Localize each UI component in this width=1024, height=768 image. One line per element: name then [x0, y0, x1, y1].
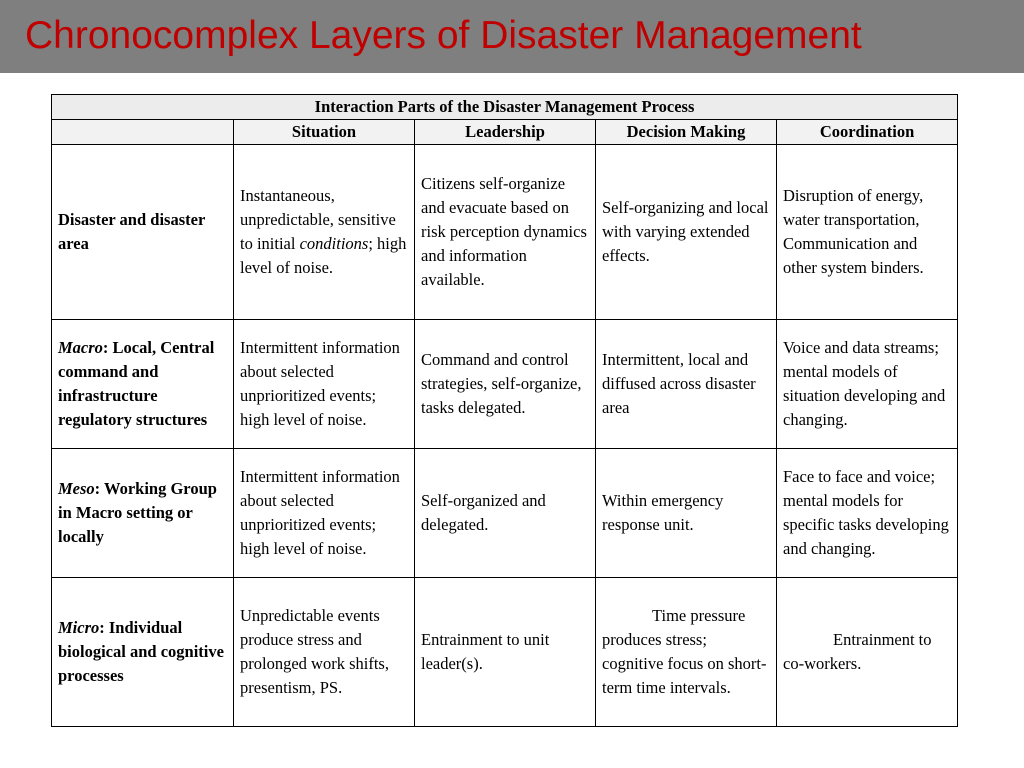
row-header-micro	[52, 578, 234, 727]
cell-coordination: Disruption of energy, water transportation, Communication and other system binders.	[777, 145, 958, 320]
interaction-table	[51, 94, 958, 727]
table-caption: Interaction Parts of the Disaster Management Process	[52, 95, 958, 120]
cell-situation: Unpredictable events produce stress and prolonged work shifts, presentism, PS.	[234, 578, 415, 727]
column-header-coordination: Coordination	[777, 120, 958, 145]
cell-text: Instantaneous, unpredictable, sensitive to initial	[240, 186, 396, 253]
layer-description: : Working Group in Macro setting or locally	[58, 479, 217, 546]
column-header-layer	[52, 120, 234, 145]
table-row-meso	[52, 449, 958, 578]
table-row-micro	[52, 578, 958, 727]
row-header-meso	[52, 449, 234, 578]
title-bar	[0, 0, 1024, 73]
cell-emphasis: conditions	[299, 234, 369, 253]
cell-coordination: Entrainment to co-workers.	[777, 578, 958, 727]
cell-leadership: Citizens self-organize and evacuate based on risk perception dynamics and information available.	[415, 145, 596, 320]
cell-coordination: Voice and data streams; mental models of situation developing and changing.	[777, 320, 958, 449]
cell-decision-making: Within emergency response unit.	[596, 449, 777, 578]
cell-leadership: Self-organized and delegated.	[415, 449, 596, 578]
cell-decision-making: Time pressure produces stress; cognitive focus on short-term time intervals.	[596, 578, 777, 727]
column-header-situation: Situation	[234, 120, 415, 145]
cell-decision-making: Intermittent, local and diffused across disaster area	[596, 320, 777, 449]
layer-name: Meso	[58, 479, 95, 498]
table-row-macro	[52, 320, 958, 449]
cell-text: ; high level of noise.	[240, 234, 407, 277]
row-header-macro	[52, 320, 234, 449]
layer-description: : Local, Central command and infrastructure regulatory structures	[58, 338, 215, 429]
cell-situation: Intermittent information about selected unprioritized events; high level of noise.	[234, 449, 415, 578]
row-header-text: Disaster and disaster area	[58, 210, 205, 253]
slide-title: Chronocomplex Layers of Disaster Management	[25, 14, 862, 57]
column-header-leadership: Leadership	[415, 120, 596, 145]
cell-leadership: Command and control strategies, self-organize, tasks delegated.	[415, 320, 596, 449]
table-header-row	[52, 120, 958, 145]
cell-situation	[234, 145, 415, 320]
layer-description: : Individual biological and cognitive processes	[58, 618, 224, 685]
row-header-disaster-area	[52, 145, 234, 320]
column-header-decision-making: Decision Making	[596, 120, 777, 145]
cell-leadership: Entrainment to unit leader(s).	[415, 578, 596, 727]
table-row-disaster-area	[52, 145, 958, 320]
layer-name: Micro	[58, 618, 100, 637]
table-caption-row	[52, 95, 958, 120]
cell-coordination: Face to face and voice; mental models for specific tasks developing and changing.	[777, 449, 958, 578]
cell-situation: Intermittent information about selected unprioritized events; high level of noise.	[234, 320, 415, 449]
layer-name: Macro	[58, 338, 103, 357]
cell-decision-making: Self-organizing and local with varying extended effects.	[596, 145, 777, 320]
